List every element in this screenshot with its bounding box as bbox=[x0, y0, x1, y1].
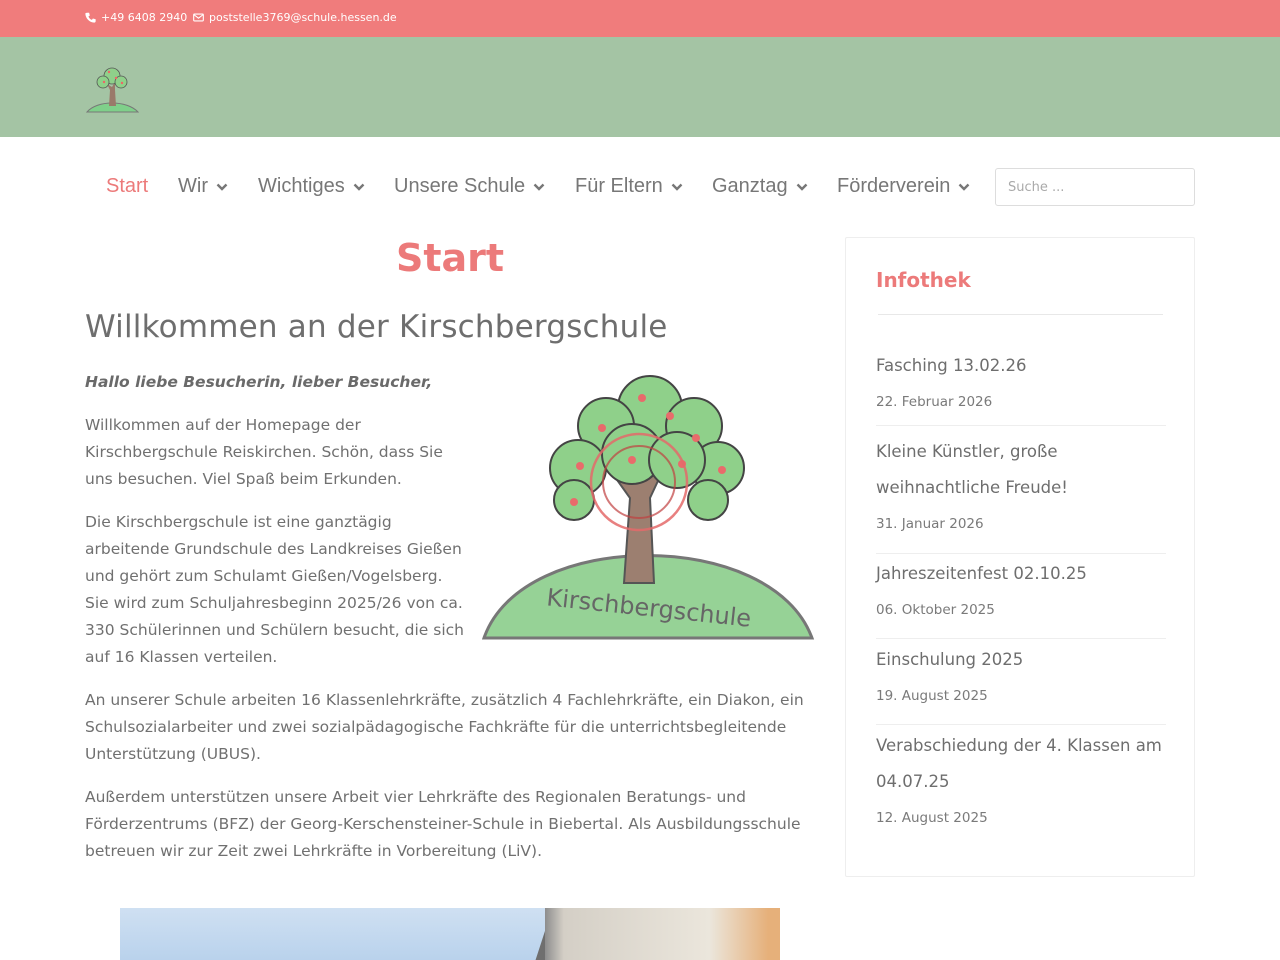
nav-item-wichtiges[interactable] bbox=[258, 175, 365, 198]
news-date: 06. Oktober 2025 bbox=[876, 602, 995, 618]
nav-label: Unsere Schule bbox=[394, 175, 526, 197]
news-item bbox=[876, 434, 1166, 532]
cherry-tree-logo[interactable] bbox=[85, 62, 140, 114]
nav-item-ganztag[interactable] bbox=[712, 175, 808, 198]
news-item bbox=[876, 642, 1166, 704]
nav-label: Wichtiges bbox=[258, 175, 345, 197]
phone-contact[interactable] bbox=[85, 11, 187, 24]
news-item bbox=[876, 556, 1166, 618]
nav-item-wir[interactable] bbox=[178, 175, 228, 198]
news-title-link[interactable]: Kleine Künstler, große weihnachtliche Freude! bbox=[876, 442, 1068, 497]
nav-item-start[interactable] bbox=[106, 175, 148, 198]
news-title-link[interactable]: Jahreszeitenfest 02.10.25 bbox=[876, 564, 1087, 583]
news-item bbox=[876, 728, 1166, 826]
nav-label: Start bbox=[106, 175, 149, 197]
news-title-link[interactable]: Fasching 13.02.26 bbox=[876, 356, 1027, 375]
news-date: 12. August 2025 bbox=[876, 810, 988, 826]
sidebar-divider bbox=[878, 314, 1163, 315]
chevron-down-icon bbox=[671, 181, 683, 193]
news-item bbox=[876, 348, 1166, 410]
chevron-down-icon bbox=[533, 181, 545, 193]
chevron-down-icon bbox=[216, 181, 228, 193]
sidebar-title: Infothek bbox=[876, 268, 971, 292]
news-title-link[interactable]: Einschulung 2025 bbox=[876, 650, 1024, 669]
news-divider bbox=[876, 638, 1166, 639]
chevron-down-icon bbox=[353, 181, 365, 193]
nav-label: Wir bbox=[178, 175, 208, 197]
infothek-sidebar bbox=[845, 237, 1195, 877]
school-info-line-a: Die Kirschbergschule ist eine ganztägig arbeitende Grundschule des Landkreises Gießen und gehört zum Schulamt Gießen/Vogelsberg. bbox=[85, 513, 462, 585]
support-paragraph: Außerdem unterstützen unsere Arbeit vier Lehrkräfte des Regionalen Beratungs- und Förderzentrums (BFZ) der Georg-Kerschensteiner-Schule in Biebertal. Als Ausbildungsschule betreuen wir zur Zeit zwei Lehrkräfte in Vorbereitung (LiV). bbox=[85, 788, 801, 860]
news-date: 22. Februar 2026 bbox=[876, 394, 993, 410]
nav-item-unsere-schule[interactable] bbox=[394, 175, 545, 198]
staff-paragraph: An unserer Schule arbeiten 16 Klassenlehrkräfte, zusätzlich 4 Fachlehrkräfte, ein Diakon, ein Schulsozialarbeiter und zwei sozialpädagogische Fachkräfte für die unterrichtsbegleitende Unterstützung (UBUS). bbox=[85, 691, 804, 763]
logo-wordmark: Kirschbergschule bbox=[545, 583, 753, 633]
chevron-down-icon bbox=[958, 181, 970, 193]
news-date: 19. August 2025 bbox=[876, 688, 988, 704]
nav-item-foerderverein[interactable] bbox=[837, 175, 970, 198]
news-date: 31. Januar 2026 bbox=[876, 516, 984, 532]
envelope-icon bbox=[193, 12, 204, 23]
nav-label: Ganztag bbox=[712, 175, 788, 197]
email-contact[interactable] bbox=[193, 11, 397, 24]
site-header bbox=[0, 37, 1280, 137]
school-logo-image bbox=[482, 368, 815, 644]
page-title: Start bbox=[395, 236, 505, 280]
top-contact-bar bbox=[0, 0, 1280, 37]
main-navigation bbox=[0, 137, 1280, 237]
nav-label: Für Eltern bbox=[575, 175, 663, 197]
welcome-heading: Willkommen an der Kirschbergschule bbox=[85, 309, 668, 345]
school-info-line-b: Sie wird zum Schuljahresbeginn 2025/26 von ca. 330 Schülerinnen und Schülern besucht, die sich auf 16 Klassen verteilen. bbox=[85, 594, 464, 666]
chevron-down-icon bbox=[796, 181, 808, 193]
news-title-link[interactable]: Verabschiedung der 4. Klassen am 04.07.25 bbox=[876, 736, 1162, 791]
school-building-photo bbox=[120, 908, 780, 960]
intro-paragraph: Willkommen auf der Homepage der Kirschbergschule Reiskirchen. Schön, dass Sie uns besuchen. Viel Spaß beim Erkunden. bbox=[85, 416, 443, 488]
greeting-text: Hallo liebe Besucherin, lieber Besucher, bbox=[85, 373, 433, 391]
phone-number: +49 6408 2940 bbox=[101, 11, 188, 24]
school-info-paragraph bbox=[85, 509, 480, 671]
news-divider bbox=[876, 724, 1166, 725]
search-input[interactable] bbox=[995, 168, 1195, 206]
news-divider bbox=[876, 425, 1166, 426]
nav-item-fuer-eltern[interactable] bbox=[575, 175, 683, 198]
phone-icon bbox=[85, 12, 96, 23]
news-divider bbox=[876, 553, 1166, 554]
email-address: poststelle3769@schule.hessen.de bbox=[209, 11, 397, 24]
nav-label: Förderverein bbox=[837, 175, 951, 197]
